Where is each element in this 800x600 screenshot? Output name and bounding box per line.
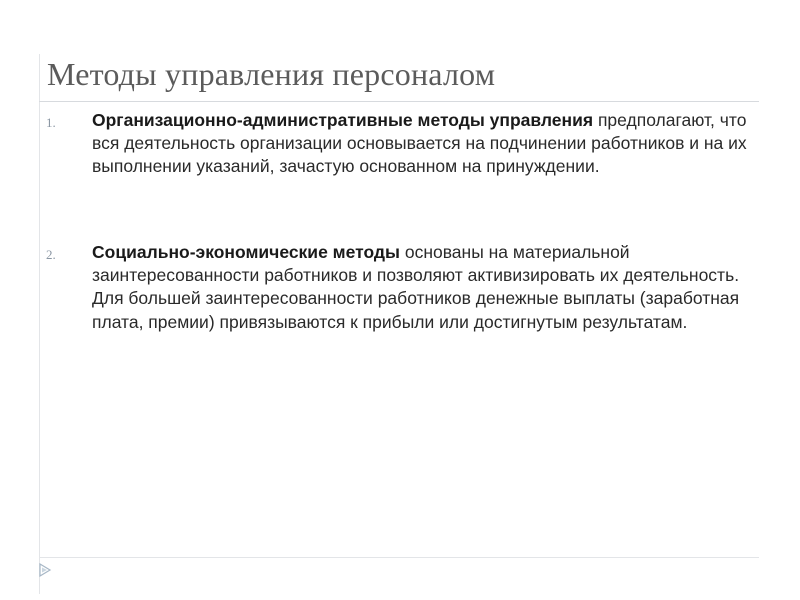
list-item-number: 2. [46,247,56,262]
slide-frame-left-border [39,54,40,594]
triangle-arrow-icon[interactable] [38,563,52,577]
list-item-term: Социально-экономические методы [92,242,400,262]
title-underline [39,101,759,102]
list-item-number: 1. [46,115,56,130]
list-item-text [92,241,772,334]
list-item-description: предполагают, что вся деятельность организации основывается на подчинении работников и на их выполнении указаний, зачастую основанном на принуждении. [92,110,747,177]
slide-title: Методы управления персоналом [47,56,496,92]
slide-frame-bottom-border [39,557,759,558]
list-item-text [92,109,772,179]
list-item-description: основаны на материальной заинтересованности работников и позволяют активизировать их деятельность. Для большей заинтересованности работников денежные выплаты (заработная плата, премии) привязываются к прибыли или достигнутым результатам. [92,242,740,332]
list-item-term: Организационно-административные методы управления [92,110,594,130]
